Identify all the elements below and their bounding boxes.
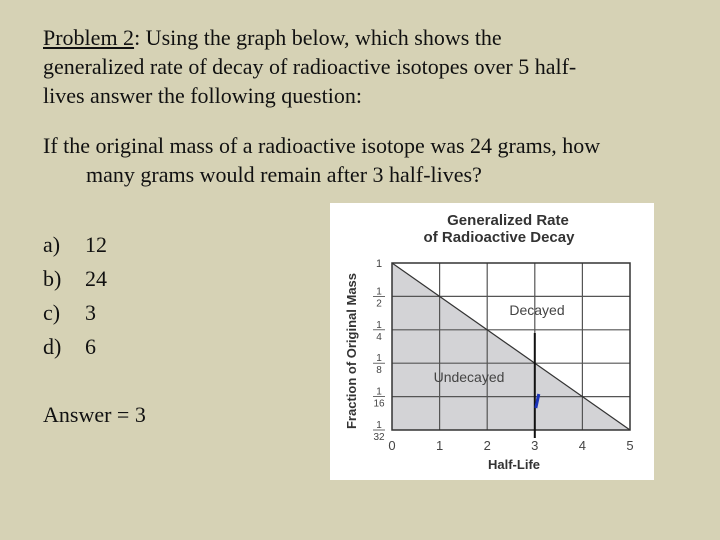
y-tick-denominator: 32 (373, 432, 385, 443)
choice-letter: c) (43, 300, 61, 325)
y-axis-label: Fraction of Original Mass (344, 272, 359, 430)
y-tick-numerator: 1 (376, 286, 382, 298)
y-tick-numerator: 1 (376, 353, 382, 365)
answer-text: Answer = 3 (43, 402, 146, 427)
problem-statement (43, 23, 663, 110)
choice-a (43, 228, 107, 262)
problem-label: Problem 2 (43, 25, 135, 50)
x-tick-label: 3 (531, 438, 539, 453)
y-tick-denominator: 4 (376, 331, 382, 343)
question-line-2: many grams would remain after 3 half-lives? (86, 162, 482, 187)
question-line-1: If the original mass of a radioactive isotope was 24 grams, how (43, 133, 601, 158)
region-label-undecayed: Undecayed (433, 369, 505, 385)
choice-d (43, 330, 107, 364)
choice-letter: d) (43, 334, 62, 359)
choice-value: 6 (85, 334, 96, 359)
y-tick-denominator: 8 (376, 365, 382, 377)
y-tick-label: 1 (375, 258, 383, 270)
choice-letter: b) (43, 266, 62, 291)
choice-value: 3 (85, 300, 96, 325)
chart-title-2: of Radioactive Decay (423, 229, 575, 246)
y-tick-numerator: 1 (376, 319, 382, 331)
problem-text-3: lives answer the following question: (43, 83, 362, 108)
problem-text-2: generalized rate of decay of radioactive isotopes over 5 half- (43, 54, 577, 79)
choice-value: 24 (85, 266, 107, 291)
y-tick-numerator: 1 (376, 420, 382, 431)
y-tick-labels (373, 258, 385, 443)
choice-letter: a) (43, 232, 61, 257)
y-tick-denominator: 2 (376, 298, 382, 310)
problem-text-1: : Using the graph below, which shows the (134, 25, 502, 50)
x-tick-label: 0 (388, 438, 396, 453)
answer-choices (43, 228, 107, 364)
chart-title-1: Generalized Rate (447, 212, 569, 229)
choice-value: 12 (85, 232, 107, 257)
y-tick-numerator: 1 (376, 386, 382, 398)
x-tick-label: 1 (435, 438, 444, 453)
x-tick-label: 5 (626, 438, 634, 453)
choice-b (43, 262, 107, 296)
x-tick-label: 4 (578, 438, 587, 453)
region-label-decayed: Decayed (509, 302, 565, 318)
x-tick-label: 2 (483, 438, 491, 453)
y-tick-denominator: 16 (373, 398, 385, 410)
decay-chart-svg (330, 203, 654, 480)
question-text (43, 131, 673, 189)
decay-chart (330, 203, 654, 480)
choice-c (43, 296, 107, 330)
x-tick-labels (388, 438, 633, 453)
x-axis-label: Half-Life (488, 457, 540, 472)
